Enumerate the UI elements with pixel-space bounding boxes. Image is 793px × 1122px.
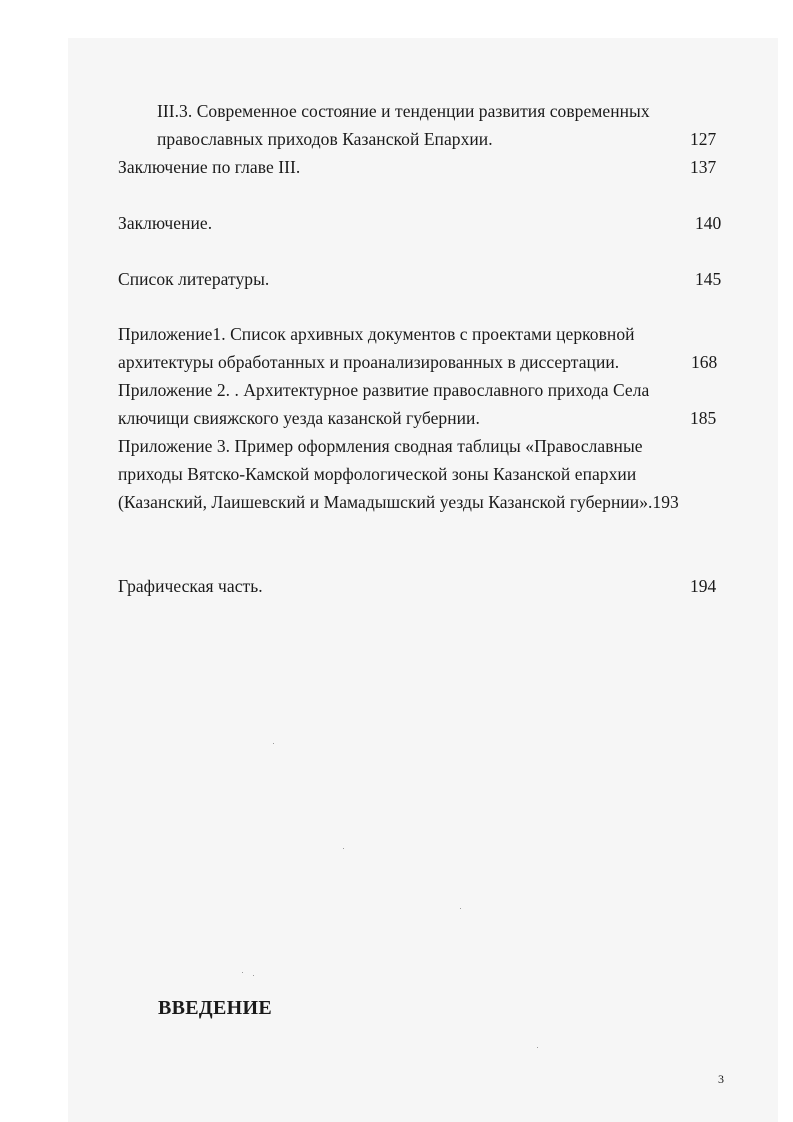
scan-speck [242,972,243,973]
toc-entry-graphic-part-page: 194 [690,576,717,596]
toc-entry-3-3-page: 127 [690,129,717,149]
toc-entry-graphic-part: Графическая часть. [118,576,263,596]
toc-entry-conclusion-ch3: Заключение по главе III. [118,157,301,177]
scan-speck [253,975,254,976]
scan-speck [273,743,274,744]
section-heading-introduction: ВВЕДЕНИЕ [158,997,272,1019]
toc-entry-conclusion-page: 140 [695,213,722,233]
toc-entry-3-3-line-2: православных приходов Казанской Епархии. [157,129,493,149]
scan-speck [460,908,461,909]
page-number: 3 [718,1072,724,1086]
toc-entry-conclusion: Заключение. [118,213,213,233]
toc-entry-appendix-2-line-1: Приложение 2. . Архитектурное развитие православного прихода Села [118,380,650,400]
toc-entry-references: Список литературы. [118,269,270,289]
toc-entry-appendix-2-line-2: ключищи свияжского уезда казанской губернии. [118,408,480,428]
toc-entry-references-page: 145 [695,269,722,289]
toc-entry-appendix-1-page: 168 [691,352,718,372]
scan-speck [537,1047,538,1048]
toc-entry-appendix-1-line-1: Приложение1. Список архивных документов с проектами церковной [118,324,635,344]
toc-entry-appendix-3-line-2: приходы Вятско-Камской морфологической зоны Казанской епархии [118,464,637,484]
scan-speck [343,848,344,849]
toc-entry-appendix-1-line-2: архитектуры обработанных и проанализированных в диссертации. [118,352,620,372]
toc-entry-appendix-2-page: 185 [690,408,717,428]
toc-entry-3-3-line-1: III.3. Современное состояние и тенденции развития современных [157,101,650,121]
toc-entry-appendix-3-line-3: (Казанский, Лаишевский и Мамадышский уезды Казанской губернии».193 [118,492,679,512]
toc-entry-conclusion-ch3-page: 137 [690,157,717,177]
toc-entry-appendix-3-line-1: Приложение 3. Пример оформления сводная таблицы «Православные [118,436,643,456]
